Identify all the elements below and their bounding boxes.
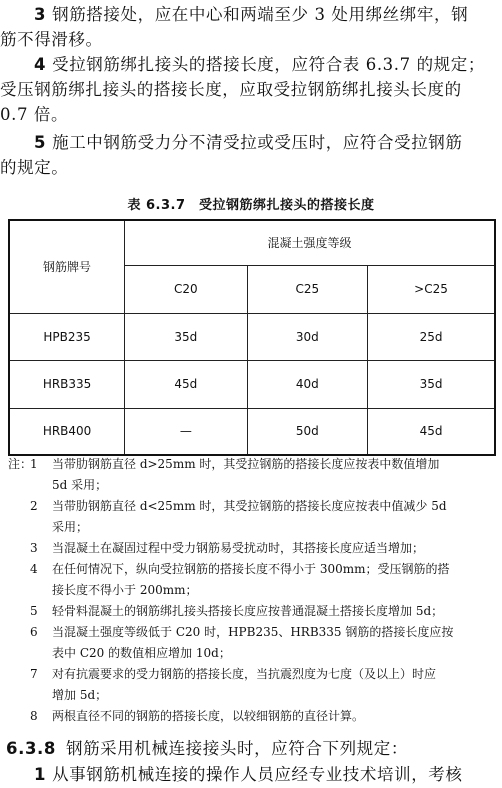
paragraph-line: 从事钢筋机械连接的操作人员应经专业技术培训，考核 [52, 765, 463, 784]
table-cell: 25d [368, 313, 495, 360]
note-item: 7 对有抗震要求的受力钢筋的搭接长度，当抗震烈度为七度（及以上）时应 增加 5d； [30, 667, 437, 702]
paragraph-line: 施工中钢筋受力分不清受拉或受压时，应符合受拉钢筋 [52, 133, 463, 152]
paragraph-number: 1 [34, 765, 47, 784]
note-item: 注： 1 当带肋钢筋直径 d>25mm 时，其受拉钢筋的搭接长度应按表中数值增加 5d 采用； [0, 454, 500, 496]
paragraph-3 [0, 2, 494, 52]
header-grade-c20: C20 [125, 265, 247, 313]
table-cell: 40d [247, 360, 367, 408]
table-cell: 35d [125, 313, 247, 360]
table-cell: 50d [247, 408, 367, 455]
paragraph-number: 4 [34, 55, 47, 74]
note-item: 8 两根直径不同的钢筋的搭接长度，以较细钢筋的直径计算。 [30, 709, 365, 723]
paragraph-number: 5 [34, 133, 47, 152]
table-cell: 45d [368, 408, 495, 455]
paragraph-line: 筋不得滑移。 [0, 30, 103, 49]
row-label: HPB235 [9, 313, 125, 360]
notes-label: 注： [8, 457, 33, 471]
header-concrete-strength: 混凝土强度等级 [125, 220, 495, 265]
header-steel-grade: 钢筋牌号 [9, 220, 125, 313]
paragraph-number: 3 [34, 5, 47, 24]
table-row [9, 408, 495, 455]
paragraph-4 [0, 52, 494, 127]
table-cell: 35d [368, 360, 495, 408]
table-notes [0, 454, 500, 727]
section-heading [0, 736, 500, 761]
note-item: 4 在任何情况下，纵向受拉钢筋的搭接长度不得小于 300mm；受压钢筋的搭 接长度不得小于 200mm； [30, 562, 450, 597]
note-item: 6 当混凝土强度等级低于 C20 时，HPB235、HRB335 钢筋的搭接长度应按 表中 C20 的数值相应增加 10d； [30, 625, 454, 660]
row-label: HRB335 [9, 360, 125, 408]
header-grade-gt-c25: >C25 [368, 265, 495, 313]
note-item: 2 当带肋钢筋直径 d<25mm 时，其受拉钢筋的搭接长度应按表中值减少 5d 采用； [30, 499, 447, 534]
table-row [9, 360, 495, 408]
note-item: 3 当混凝土在凝固过程中受力钢筋易受扰动时，其搭接长度应适当增加； [30, 541, 425, 555]
table-row [9, 313, 495, 360]
paragraph-line: 的规定。 [0, 158, 69, 177]
table-cell: 30d [247, 313, 367, 360]
table-title: 表 6.3.7 受拉钢筋绑扎接头的搭接长度 [127, 198, 375, 213]
note-item: 5 轻骨料混凝土的钢筋绑扎接头搭接长度应按普通混凝土搭接长度增加 5d； [30, 604, 444, 618]
table-cell: 45d [125, 360, 247, 408]
paragraph-line: 钢筋搭接处，应在中心和两端至少 3 处用绑丝绑牢，钢 [52, 5, 469, 24]
paragraph-line: 受拉钢筋绑扎接头的搭接长度，应符合表 6.3.7 的规定； [52, 55, 485, 74]
section-number: 6.3.8 [6, 739, 56, 758]
lap-length-table [8, 219, 496, 456]
paragraph-line: 0.7 倍。 [0, 105, 69, 124]
table-cell: — [125, 408, 247, 455]
header-grade-c25: C25 [247, 265, 367, 313]
section-text: 钢筋采用机械连接接头时，应符合下列规定： [65, 739, 408, 758]
paragraph-1 [0, 762, 494, 787]
paragraph-5 [0, 130, 494, 180]
paragraph-line: 受压钢筋绑扎接头的搭接长度，应取受拉钢筋绑扎接头长度的 [0, 80, 462, 99]
row-label: HRB400 [9, 408, 125, 455]
